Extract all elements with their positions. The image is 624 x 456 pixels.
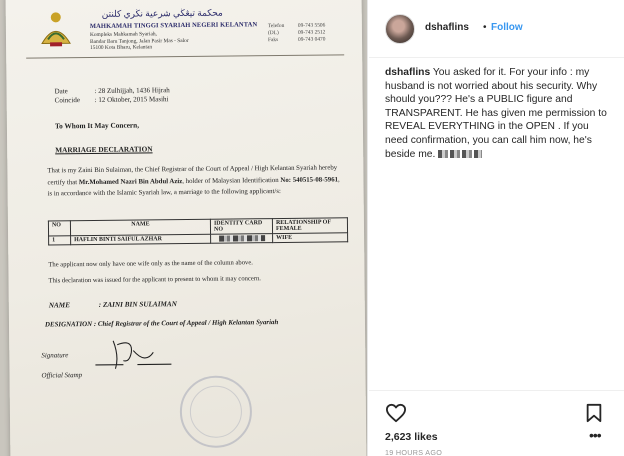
bookmark-icon[interactable] [585,403,603,423]
document-title: MARRIAGE DECLARATION [55,144,153,155]
official-stamp [180,375,253,448]
husband-name: Mr.Mohamed Nazri Bin Abdul Aziz [78,177,183,186]
court-name-arabic: محكمة تيڠڬي شرعية نڬري كلنتن [101,7,223,19]
salutation: To Whom It May Concern, [54,120,140,131]
post-caption [385,66,613,161]
column-header: NO [48,221,70,236]
contact-value: 09-743 2512 [297,29,326,36]
follow-button[interactable]: Follow [491,22,523,33]
table-row [49,233,348,246]
name-label: NAME [48,301,71,310]
post-timestamp[interactable]: 19 HOURS AGO [385,448,443,456]
crest-icon [36,9,76,49]
redacted-text [438,150,482,158]
redacted-id [219,235,265,241]
cell-relationship: WIFE [273,233,348,243]
note-issued: This declaration was issued for the applicant to present to whom it may concern. [48,275,261,285]
designation: DESIGNATION : Chief Registrar of the Court of Appeal / High Kelantan Syariah [44,319,279,329]
contact-value: 09-743 5506 [297,22,326,29]
paragraph-text: , holder of Malaysian Identification [182,176,279,185]
coincide-value: : 12 Oktober, 2015 Masihi [94,95,169,104]
name-value: : ZAINI BIN SULAIMAN [98,300,177,309]
date-value: : 28 Zulhijjah, 1436 Hijrah [94,86,170,95]
column-header: NAME [70,219,210,235]
avatar[interactable] [385,14,415,44]
separator-dot: • [483,22,487,33]
official-stamp-label: Official Stamp [41,371,83,380]
post-header [369,0,624,58]
contact-label: Telefon [267,22,285,30]
declaration-paragraph [47,162,343,200]
date-block [55,86,170,105]
court-address: Kompleks Mahkamah Syariah, Bandar Baru Tanjong, Jalan Pasir Mas - Salor 15100 Kota Bharu, Kelantan [89,31,189,52]
note-one-wife: The applicant now only have one wife only as the name of the column above. [48,259,253,269]
column-header: IDENTITY CARD NO [210,219,272,235]
paragraph-text: That is my Zaini Bin Sulaiman, the Chief Registrar of the Court of Appeal / High Kelantan Syariah hereby certify that [47,164,338,186]
applicant-table [48,217,348,246]
date-label: Date [54,87,68,96]
post-actions [369,390,624,456]
signature-label: Signature [41,351,69,360]
username-link[interactable]: dshaflins [425,22,469,33]
court-contacts [268,23,326,45]
cell-identity-card [211,234,273,244]
court-name: MAHKAMAH TINGGI SYARIAH NEGERI KELANTAN [89,21,258,30]
contact-label: (DL) [267,30,279,37]
heart-icon[interactable] [385,403,407,423]
likes-count[interactable]: 2,623 likes [385,431,438,443]
column-header: RELATIONSHIP OF FEMALE [272,218,347,234]
more-options-button[interactable]: ••• [589,427,601,443]
caption-text: You asked for it. For your info : my husband is not worried about his security. Why should you??? He's a PUBLIC figure and TRANSPARENT. He has given me permission to REVEAL EVERYTHING in the OPEN . If you need confirmation, you can call him now, he's beside me. [385,67,607,160]
id-number: No: 540515-08-5961 [280,175,339,184]
paragraph-text: , is in accordance with the Islamic Syariah law, a marriage to the following applicant/s: [47,175,340,198]
coincide-label: Coincide [54,96,80,105]
registrar-name [49,300,177,309]
signature-mark [93,334,173,375]
contact-value: 09-743 0470 [297,36,326,43]
caption-username-link[interactable]: dshaflins [385,67,431,78]
post-sidebar [369,0,624,456]
contact-label: Faks [267,37,279,44]
cell-name: HAFLIN BINTI SAIFUL AZHAR [71,234,211,245]
header-divider [26,54,344,58]
cell-no: 1 [49,236,71,246]
declaration-document [6,0,367,456]
